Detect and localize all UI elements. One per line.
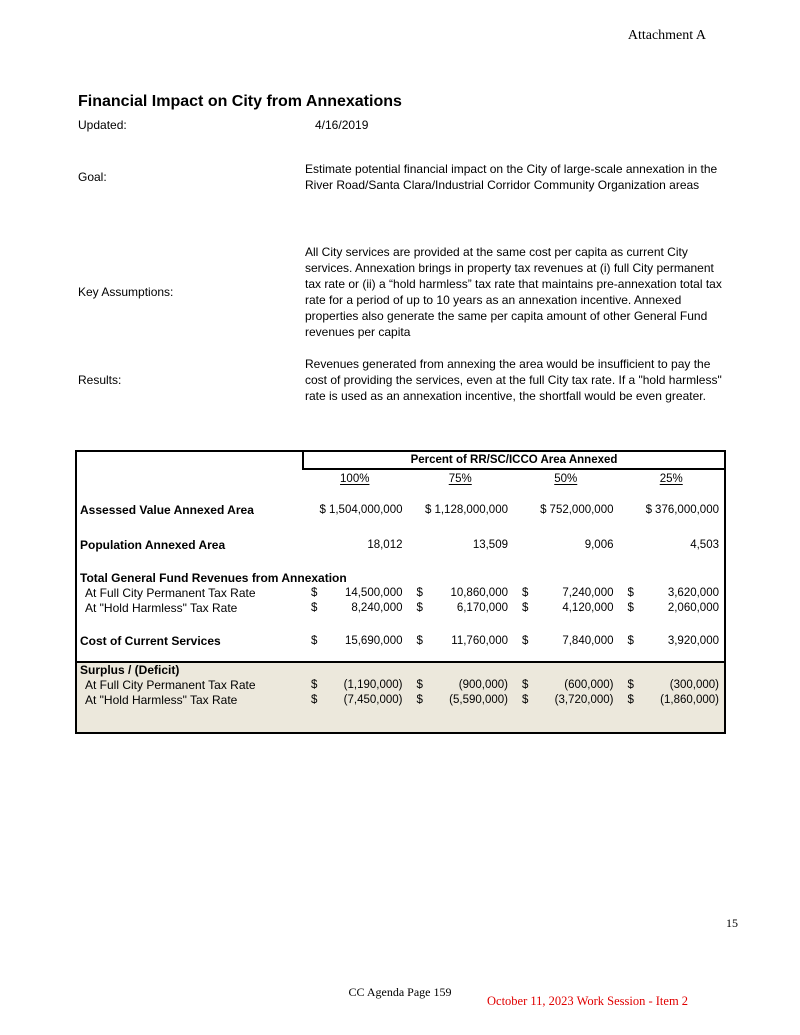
updated-value: 4/16/2019 (315, 118, 369, 132)
cell-100 (302, 693, 408, 708)
cell-25 (619, 538, 725, 553)
cell-50 (513, 678, 619, 693)
cell-25 (619, 634, 725, 649)
percent-label: 100% (340, 473, 370, 485)
cell-value: 1,504,000,000 (328, 504, 403, 516)
cell-value: 6,170,000 (456, 602, 508, 614)
cell-value: (1,860,000) (660, 694, 719, 706)
cell-value: (300,000) (669, 679, 719, 691)
dollar-sign: $ (627, 679, 634, 691)
surplus-deficit-section (77, 661, 724, 732)
cell-100 (302, 601, 408, 616)
cell-50 (513, 586, 619, 601)
cell-value: (3,720,000) (554, 694, 614, 706)
assessed-value-row (77, 503, 724, 518)
percent-col-50 (513, 473, 619, 485)
hold-harmless-revenue-row (77, 601, 724, 616)
updated-row (78, 118, 718, 132)
table-header-row (77, 452, 724, 470)
row-label: Surplus / (Deficit) (80, 663, 180, 677)
dollar-sign: $ (311, 587, 318, 599)
percent-col-75 (408, 473, 514, 485)
attachment-label: Attachment A (627, 28, 706, 43)
spacer (77, 473, 302, 485)
cell-value: (1,190,000) (343, 679, 403, 691)
dollar-sign: $ (416, 635, 423, 647)
cell-value: 10,860,000 (450, 587, 508, 599)
row-label: Assessed Value Annexed Area (80, 503, 254, 517)
cell-value: (5,590,000) (449, 694, 508, 706)
cell-50 (513, 693, 619, 708)
dollar-sign: $ (319, 504, 326, 516)
page-number: 15 (726, 916, 738, 930)
row-label: Total General Fund Revenues from Annexation (80, 571, 347, 585)
cell-value: 752,000,000 (549, 504, 614, 516)
cell-100 (302, 634, 408, 649)
cell-value: (900,000) (458, 679, 508, 691)
cell-100 (302, 538, 408, 553)
key-assumptions-section (78, 244, 723, 340)
percent-col-100 (302, 473, 408, 485)
cell-value: 18,012 (367, 539, 403, 551)
population-row (77, 538, 724, 553)
dollar-sign: $ (416, 587, 423, 599)
cell-value: 4,503 (690, 539, 719, 551)
dollar-sign: $ (522, 587, 529, 599)
row-label: Cost of Current Services (80, 634, 221, 648)
percent-label: 75% (448, 473, 472, 485)
surplus-hold-harmless-row (77, 693, 724, 708)
key-assumptions-text: All City services are provided at the same cost per capita as current City services. Annexation brings in property tax revenues at (i) full City permanent tax rate or (ii) a “hold harmless” tax rate that maintains pre-annexation total tax rate for a period of up to 10 years as an annexation incentive. Annexed properties also generate the same per capita amount of other General Fund revenues per capita (305, 245, 722, 339)
dollar-sign: $ (627, 635, 634, 647)
cell-25 (619, 678, 725, 693)
percent-area-annexed-header: Percent of RR/SC/ICCO Area Annexed (302, 452, 724, 470)
cell-25 (619, 601, 725, 616)
dollar-sign: $ (627, 587, 634, 599)
cell-value: 2,060,000 (667, 602, 719, 614)
cell-50 (513, 634, 619, 649)
revenues-header-row (77, 571, 724, 586)
dollar-sign: $ (627, 602, 634, 614)
dollar-sign: $ (522, 694, 529, 706)
cell-value: 9,006 (584, 539, 614, 551)
agenda-page-label: CC Agenda Page 159 (348, 985, 452, 999)
cell-100 (302, 503, 408, 518)
dollar-sign: $ (627, 694, 634, 706)
cell-value: 15,690,000 (344, 635, 403, 647)
dollar-sign: $ (522, 602, 529, 614)
dollar-sign: $ (416, 679, 423, 691)
goal-text: Estimate potential financial impact on the City of large-scale annexation in the River Road/Santa Clara/Industrial Corridor Community Organization areas (305, 162, 718, 192)
spacer (77, 452, 302, 470)
dollar-sign: $ (522, 679, 529, 691)
full-rate-revenue-row (77, 586, 724, 601)
cell-value: 7,240,000 (562, 587, 614, 599)
cell-value: 3,620,000 (667, 587, 719, 599)
financial-impact-table (75, 450, 726, 734)
cell-100 (302, 678, 408, 693)
dollar-sign: $ (425, 504, 432, 516)
cell-75 (408, 634, 514, 649)
surplus-full-rate-row (77, 678, 724, 693)
surplus-header-row (77, 663, 724, 678)
cell-value: 11,760,000 (451, 635, 508, 647)
percent-label: 25% (659, 473, 683, 485)
work-session-note: October 11, 2023 Work Session - Item 2 (487, 994, 689, 1008)
cell-25 (619, 693, 725, 708)
goal-section (78, 161, 723, 193)
cell-value: 8,240,000 (351, 602, 403, 614)
dollar-sign: $ (522, 635, 529, 647)
cell-value: 376,000,000 (655, 504, 719, 516)
cell-50 (513, 503, 619, 518)
cell-value: 7,840,000 (562, 635, 614, 647)
cell-value: 13,509 (472, 539, 508, 551)
cell-value: (600,000) (564, 679, 614, 691)
cell-value: 3,920,000 (667, 635, 719, 647)
cell-25 (619, 586, 725, 601)
cell-50 (513, 538, 619, 553)
cell-100 (302, 586, 408, 601)
dollar-sign: $ (311, 602, 318, 614)
dollar-sign: $ (311, 679, 318, 691)
cell-value: 1,128,000,000 (434, 504, 508, 516)
percent-columns-row (77, 470, 724, 487)
dollar-sign: $ (416, 694, 423, 706)
dollar-sign: $ (645, 504, 653, 516)
percent-col-25 (619, 473, 725, 485)
cell-75 (408, 538, 514, 553)
cell-value: 14,500,000 (344, 587, 403, 599)
row-label: At Full City Permanent Tax Rate (85, 678, 256, 692)
cell-75 (408, 586, 514, 601)
cell-75 (408, 601, 514, 616)
results-section (78, 356, 723, 404)
cell-50 (513, 601, 619, 616)
results-text: Revenues generated from annexing the area would be insufficient to pay the cost of providing the services, even at the full City tax rate. If a "hold harmless" rate is used as an annexation incentive, the shortfall would be even greater. (305, 357, 722, 403)
dollar-sign: $ (311, 694, 318, 706)
cell-value: 4,120,000 (562, 602, 614, 614)
cost-of-services-row (77, 634, 724, 649)
page-title: Financial Impact on City from Annexations (78, 93, 402, 110)
percent-label: 50% (554, 473, 578, 485)
dollar-sign: $ (540, 504, 547, 516)
cell-value: (7,450,000) (343, 694, 403, 706)
dollar-sign: $ (416, 602, 423, 614)
key-assumptions-label: Key Assumptions: (78, 285, 174, 299)
cell-25 (619, 503, 725, 518)
cell-75 (408, 678, 514, 693)
row-label: Population Annexed Area (80, 538, 226, 552)
row-label: At Full City Permanent Tax Rate (85, 586, 256, 600)
goal-label: Goal: (78, 170, 107, 184)
row-label: At "Hold Harmless" Tax Rate (85, 693, 238, 707)
updated-label: Updated: (78, 118, 127, 132)
dollar-sign: $ (311, 635, 318, 647)
cell-75 (408, 693, 514, 708)
row-label: At "Hold Harmless" Tax Rate (85, 601, 238, 615)
cell-75 (408, 503, 514, 518)
results-label: Results: (78, 373, 122, 387)
